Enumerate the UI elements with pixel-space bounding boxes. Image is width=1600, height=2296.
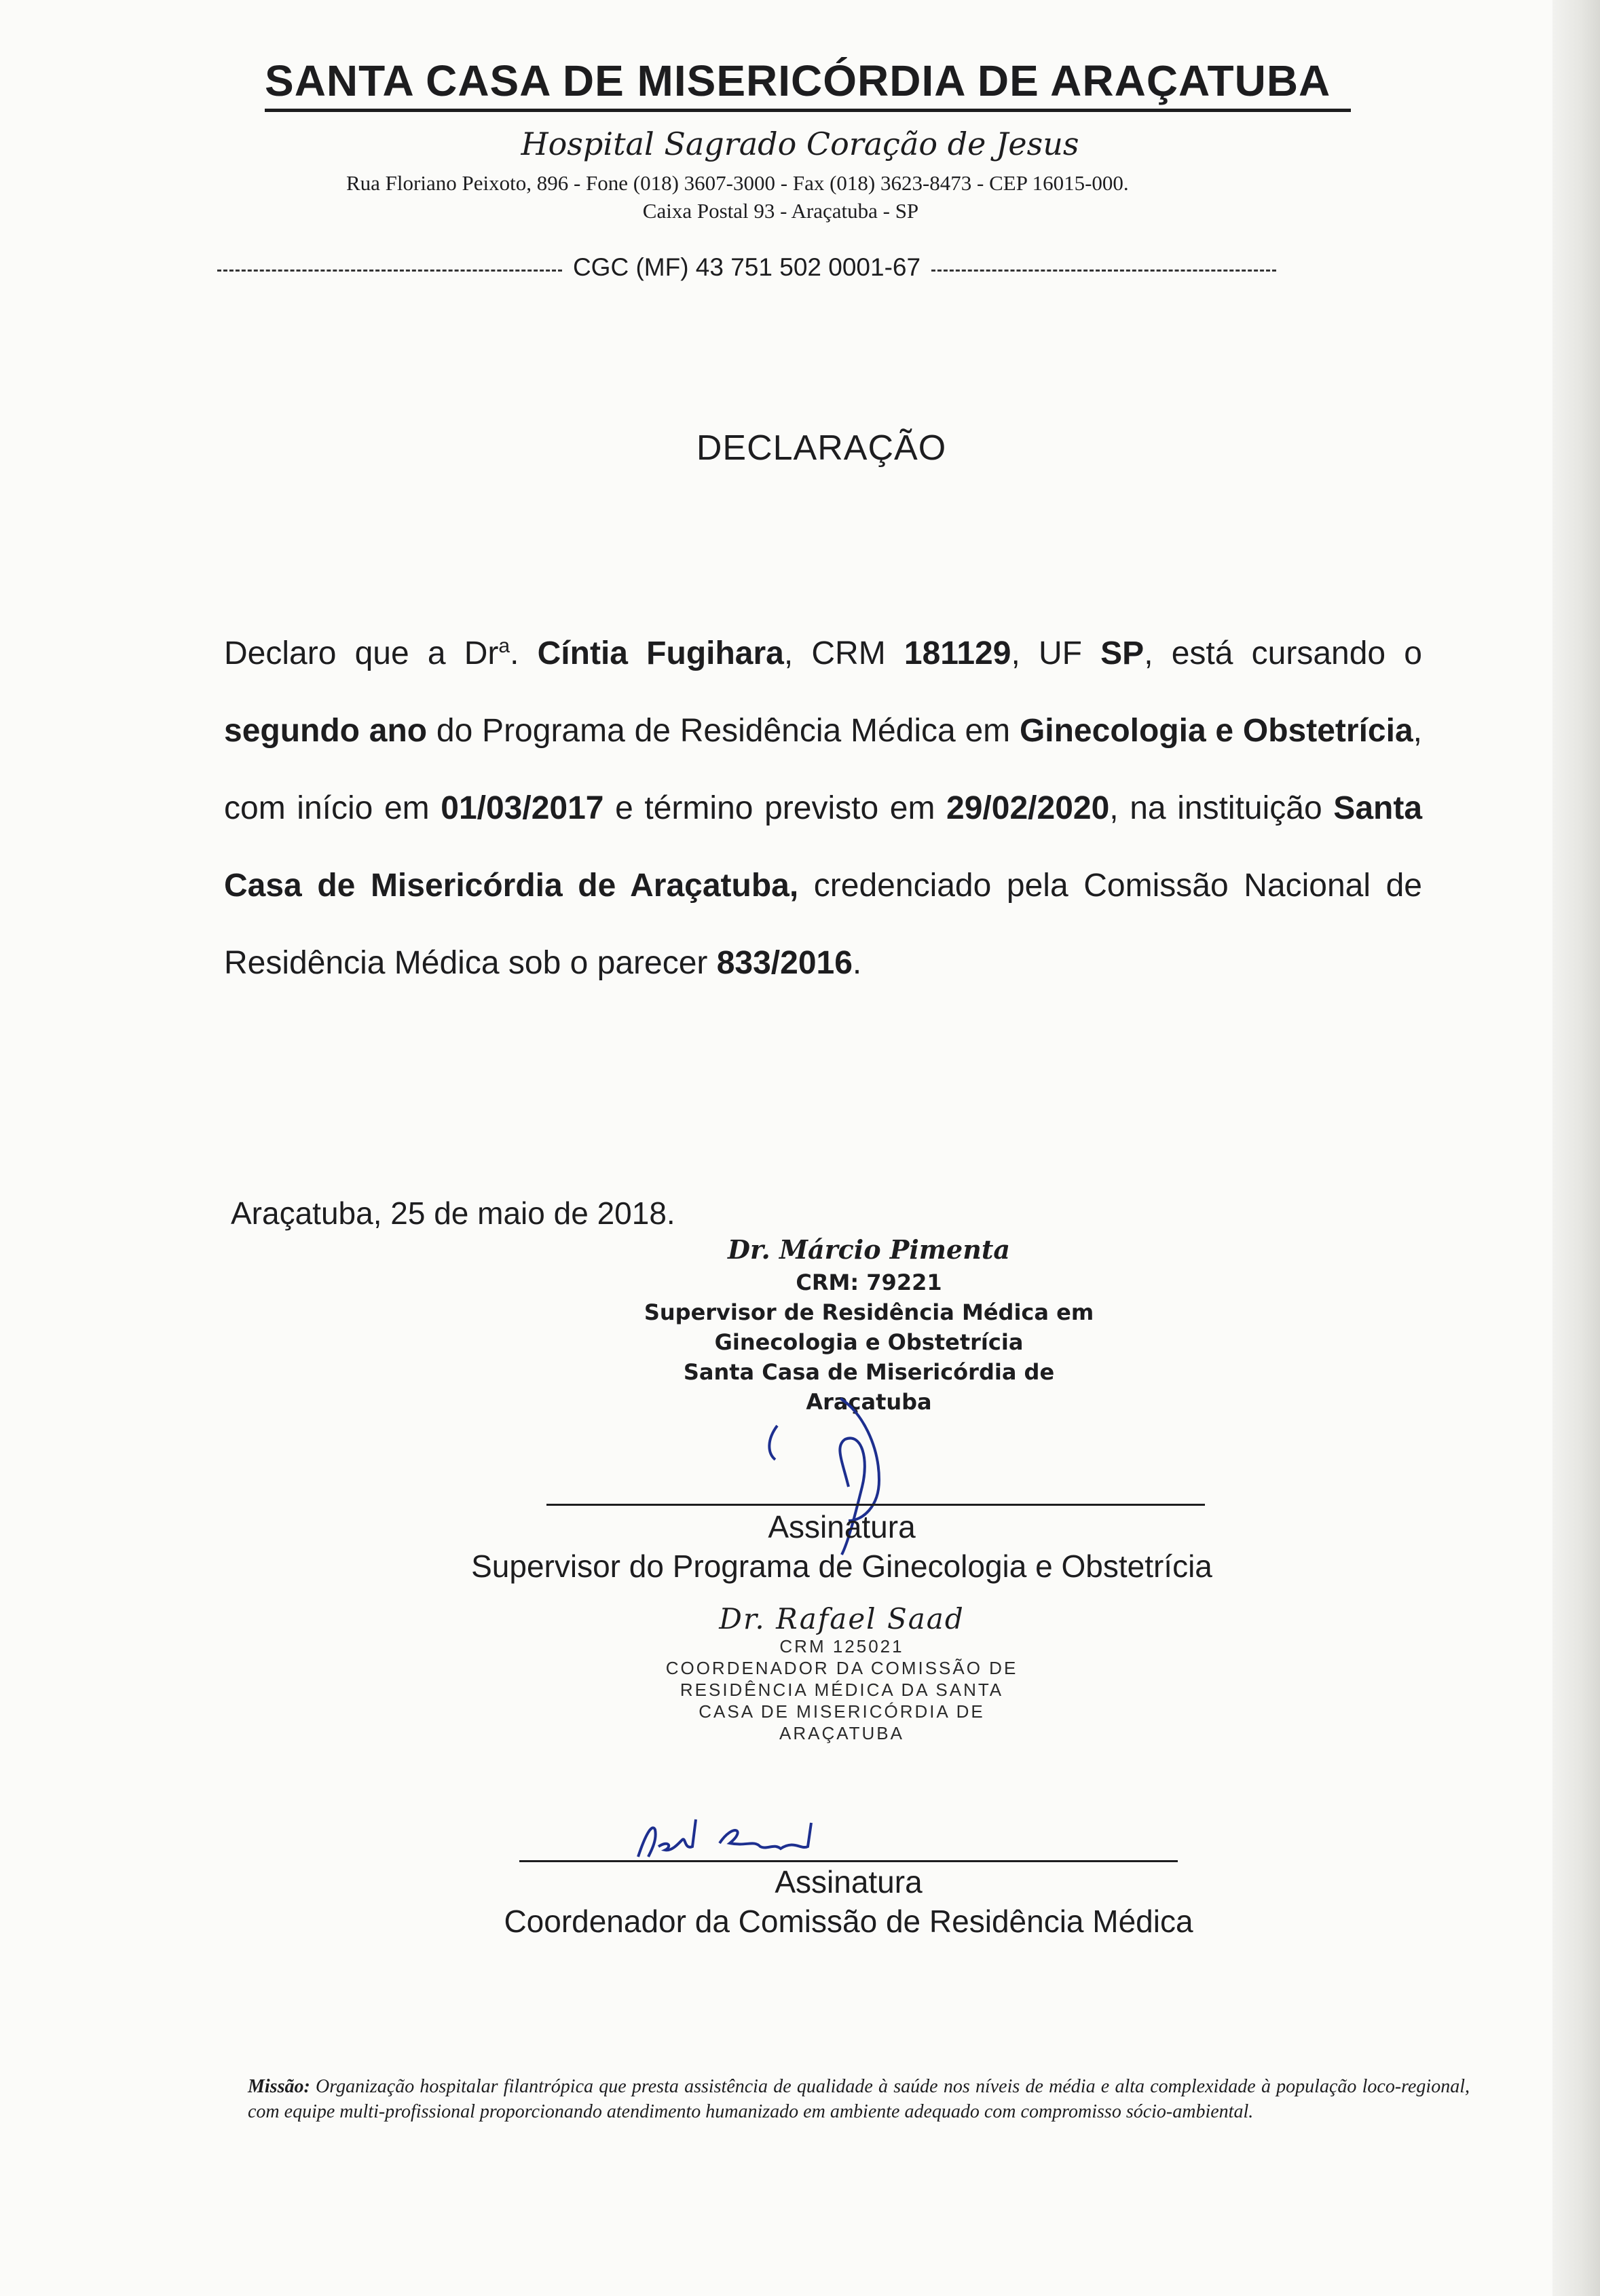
- document-title: DECLARAÇÃO: [696, 428, 947, 468]
- coordinator-stamp: [631, 1602, 1052, 1744]
- coordinator-role: Coordenador da Comissão de Residência Médica: [504, 1904, 1193, 1939]
- mission-statement: [248, 2074, 1470, 2124]
- hospital-address: Rua Floriano Peixoto, 896 - Fone (018) 3607-3000 - Fax (018) 3623-8473 - CEP 16015-000.: [346, 171, 1129, 195]
- stamp-line: Araçatuba: [806, 1389, 932, 1415]
- cgc-number: CGC (MF) 43 751 502 0001-67: [572, 253, 921, 281]
- program-name: Ginecologia e Obstetrícia: [1019, 713, 1413, 749]
- end-date: 29/02/2020: [946, 790, 1110, 826]
- stamp-line: Santa Casa de Misericórdia de: [683, 1359, 1055, 1385]
- supervisor-signature-label: Assinatura: [768, 1509, 916, 1544]
- hospital-postal-box: Caixa Postal 93 - Araçatuba - SP: [642, 199, 919, 223]
- date-line: Araçatuba, 25 de maio de 2018.: [231, 1196, 675, 1231]
- stamp-line: CASA DE MISERICÓRDIA DE: [699, 1701, 985, 1722]
- mission-text: Organização hospitalar filantrópica que presta assistência de qualidade à saúde nos níveis de média e alta complexidade à população loco-regional, com equipe multi-profissional proporcionando atendimento humanizado em ambiente adequado com compromisso sócio-ambiental.: [248, 2076, 1470, 2122]
- stamp-line: CRM: 79221: [796, 1270, 942, 1295]
- mission-label: Missão:: [248, 2076, 310, 2097]
- cgc-line: [217, 253, 1276, 282]
- stamp-line: ARAÇATUBA: [779, 1723, 904, 1743]
- coordinator-signature-line: [519, 1860, 1178, 1862]
- hospital-name: SANTA CASA DE MISERICÓRDIA DE ARAÇATUBA: [265, 56, 1351, 112]
- supervisor-signature-line: [546, 1504, 1205, 1506]
- stamp-line: Ginecologia e Obstetrícia: [714, 1329, 1024, 1355]
- resident-crm: 181129: [904, 635, 1011, 671]
- stamp-line: COORDENADOR DA COMISSÃO DE: [665, 1658, 1018, 1678]
- stamp-name: Dr. Márcio Pimenta: [728, 1234, 1010, 1265]
- resident-name: Cíntia Fugihara: [537, 635, 784, 671]
- stamp-line: Supervisor de Residência Médica em: [644, 1299, 1094, 1325]
- start-date: 01/03/2017: [441, 790, 604, 826]
- hospital-subtitle: Hospital Sagrado Coração de Jesus: [521, 126, 1079, 162]
- supervisor-role: Supervisor do Programa de Ginecologia e Obstetrícia: [471, 1549, 1212, 1584]
- declaration-body: Declaro que a Dr$^a$. Cíntia Fugihara, CRM 181129, UF SP, está cursando o segundo ano do Programa de Residência Médica em Ginecologia e Obstetrícia, com início em 01/03/2017 e término previsto em 29/02/2020, na instituição Santa Casa de Misericórdia de Araçatuba, credenciado pela Comissão Nacional de Residência Médica sob o parecer 833/2016.: [224, 635, 1423, 981]
- coordinator-signature-icon: [631, 1809, 876, 1864]
- dashed-divider: [931, 270, 1276, 272]
- institution-name: Santa Casa de Misericórdia de Araçatuba,: [224, 790, 1423, 904]
- stamp-name: Dr. Rafael Saad: [719, 1602, 965, 1635]
- stamp-line: RESIDÊNCIA MÉDICA DA SANTA: [680, 1680, 1004, 1700]
- coordinator-signature-label: Assinatura: [775, 1864, 923, 1900]
- dashed-divider: [217, 270, 562, 272]
- page-edge-shadow: [1552, 0, 1600, 2296]
- parecer-number: 833/2016: [716, 945, 853, 981]
- stamp-line: CRM 125021: [779, 1636, 904, 1656]
